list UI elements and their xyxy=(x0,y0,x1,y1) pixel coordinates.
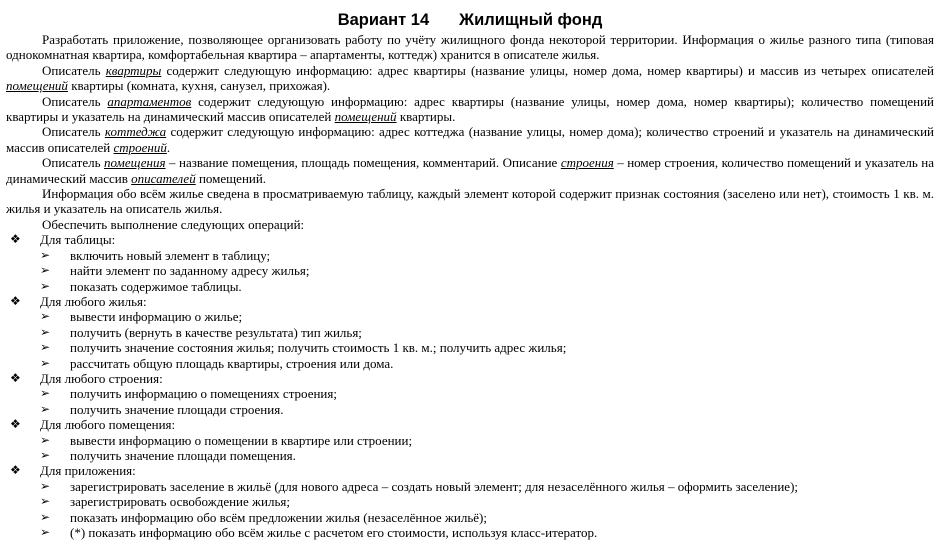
operation-item-text: получить значение площади помещения. xyxy=(70,447,296,463)
apartments-paragraph: Описатель апартаментов содержит следующую информацию: адрес квартиры (название улицы, номер дома, номер квартиры); количество помещений квартиры и указатель на динамический массив описателей помещений квартиры. xyxy=(6,93,934,125)
term-descriptors: описателей xyxy=(131,170,196,186)
term-cottage: коттеджа xyxy=(104,124,167,140)
operation-items xyxy=(40,386,934,417)
arrow-bullet-icon: ➢ xyxy=(40,386,51,401)
operation-item-text: (*) показать информацию обо всём жилье с расчетом его стоимости, используя класс-итератор. xyxy=(70,525,598,540)
operation-group-label: Для любого помещения: xyxy=(40,417,176,433)
arrow-bullet-icon: ➢ xyxy=(40,355,51,370)
arrow-bullet-icon: ➢ xyxy=(40,447,51,462)
arrow-bullet-icon: ➢ xyxy=(40,247,51,262)
operation-item-text: зарегистрировать освобождение жилья; xyxy=(70,494,290,510)
operation-item xyxy=(40,263,934,279)
operation-item xyxy=(40,525,934,540)
arrow-bullet-icon: ➢ xyxy=(40,340,51,355)
operation-item-text: вывести информацию о помещении в квартире или строении; xyxy=(70,432,413,448)
diamond-bullet-icon: ❖ xyxy=(10,370,21,385)
diamond-bullet-icon: ❖ xyxy=(10,417,21,432)
operation-items xyxy=(40,248,934,294)
term-rooms: помещений xyxy=(334,109,397,125)
term-room: помещения xyxy=(104,155,166,171)
room-paragraph: Описатель помещения – название помещения, площадь помещения, комментарий. Описание строения – номер строения, количество помещений и указатель на динамический массив описателей помещений. xyxy=(6,155,934,186)
operation-item xyxy=(40,478,934,494)
operation-item xyxy=(40,340,934,356)
operation-item-text: вывести информацию о жилье; xyxy=(70,309,243,325)
topic-label: Жилищный фонд xyxy=(459,11,603,29)
operation-group-label: Для таблицы: xyxy=(40,232,116,248)
operation-item xyxy=(40,432,934,448)
operation-group xyxy=(6,417,934,463)
diamond-bullet-icon: ❖ xyxy=(10,232,21,247)
arrow-bullet-icon: ➢ xyxy=(40,324,51,339)
page-title xyxy=(6,10,934,30)
arrow-bullet-icon: ➢ xyxy=(40,278,51,293)
arrow-bullet-icon: ➢ xyxy=(40,401,51,416)
operation-item xyxy=(40,355,934,371)
operations-list xyxy=(6,232,934,540)
operation-item-text: включить новый элемент в таблицу; xyxy=(70,247,271,263)
operation-group xyxy=(6,232,934,294)
term-flat: квартиры xyxy=(105,62,162,78)
operation-group xyxy=(6,371,934,417)
operation-item-text: получить (вернуть в качестве результата) тип жилья; xyxy=(70,324,362,340)
arrow-bullet-icon: ➢ xyxy=(40,432,51,447)
operation-items xyxy=(40,433,934,464)
arrow-bullet-icon: ➢ xyxy=(40,494,51,509)
operation-group-label: Для любого строения: xyxy=(40,370,163,386)
arrow-bullet-icon: ➢ xyxy=(40,263,51,278)
variant-label: Вариант 14 xyxy=(337,11,430,29)
flat-paragraph: Описатель квартиры содержит следующую информацию: адрес квартиры (название улицы, номер дома, номер квартиры) и массив из четырех описателей помещений квартиры (комната, кухня, санузел, прихожая). xyxy=(6,62,934,94)
operation-item xyxy=(40,401,934,417)
operation-item-text: получить значение площади строения. xyxy=(70,401,284,417)
operation-item xyxy=(40,386,934,402)
arrow-bullet-icon: ➢ xyxy=(40,478,51,493)
operation-item xyxy=(40,247,934,263)
operation-group-label: Для любого жилья: xyxy=(40,293,147,309)
operation-item xyxy=(40,509,934,525)
operation-group xyxy=(6,294,934,371)
operation-item-text: найти элемент по заданному адресу жилья; xyxy=(70,263,310,279)
operation-item xyxy=(40,494,934,510)
operation-item-text: показать содержимое таблицы. xyxy=(70,278,242,294)
term-apartments: апартаментов xyxy=(107,93,192,109)
operation-item-text: показать информацию обо всём предложении жилья (незаселённое жильё); xyxy=(70,509,487,525)
term-buildings: строений xyxy=(113,139,167,155)
operation-item xyxy=(40,447,934,463)
operation-item xyxy=(40,309,934,325)
operation-item-text: получить информацию о помещениях строения; xyxy=(70,386,337,402)
operation-item-text: рассчитать общую площадь квартиры, строения или дома. xyxy=(70,355,394,371)
diamond-bullet-icon: ❖ xyxy=(10,463,21,478)
operation-group xyxy=(6,463,934,540)
operations-paragraph: Обеспечить выполнение следующих операций: xyxy=(42,216,305,232)
operation-item xyxy=(40,324,934,340)
cottage-paragraph: Описатель коттеджа содержит следующую информацию: адрес коттеджа (название улицы, номер дома); количество строений и указатель на динамический массив описателей строений. xyxy=(6,124,934,155)
arrow-bullet-icon: ➢ xyxy=(40,509,51,524)
operation-item-text: получить значение состояния жилья; получить стоимость 1 кв. м.; получить адрес жилья; xyxy=(70,340,567,356)
operation-group-label: Для приложения: xyxy=(40,463,136,479)
operation-item xyxy=(40,278,934,294)
term-rooms: помещений xyxy=(6,78,68,94)
table-paragraph: Информация обо всём жилье сведена в просматриваемую таблицу, каждый элемент которой содержит признак состояния (заселено или нет), стоимость 1 кв. м. жилья и указатель на описатель жилья. xyxy=(6,186,934,217)
arrow-bullet-icon: ➢ xyxy=(40,309,51,324)
intro-paragraph: Разработать приложение, позволяющее организовать работу по учёту жилищного фонда некоторой территории. Информация о жилье разного типа (типовая однокомнатная квартира, комфортабельная квартира – апартаменты, коттедж) хранится в описателе жилья. xyxy=(6,32,934,63)
diamond-bullet-icon: ❖ xyxy=(10,293,21,308)
operation-items xyxy=(40,479,934,541)
arrow-bullet-icon: ➢ xyxy=(40,525,51,539)
operation-items xyxy=(40,309,934,371)
term-building: строения xyxy=(560,155,614,171)
operation-item-text: зарегистрировать заселение в жильё (для нового адреса – создать новый элемент; для незаселённого жилья – оформить заселение); xyxy=(70,478,799,494)
